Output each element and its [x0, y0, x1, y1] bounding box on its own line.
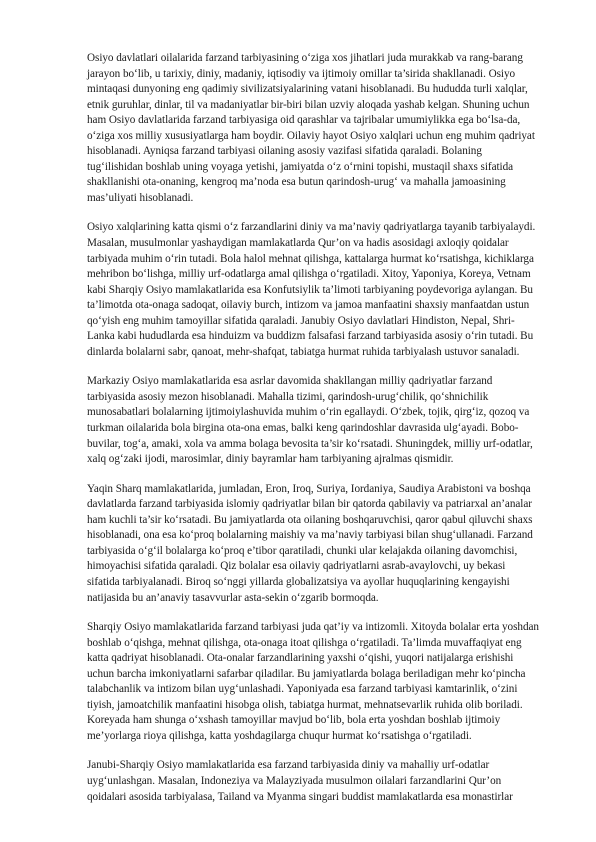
- paragraph-3: Markaziy Osiyo mamlakatlarida esa asrlar davomida shakllangan milliy qadriyatlar farzand tarbiyasida asosiy mezon hisoblanadi. Mahalla tizimi, qarindosh-urug‘chilik, qo‘shnichilik munosabatlari bolalarning ijtimoiylashuvida muhim o‘rin egallaydi. O‘zbek, tojik, qirg‘iz, qozoq va turkman oilalarida bola birgina ota-ona emas, balki keng qarindoshlar davrasida ulg‘ayadi. Bobo-buvilar, tog‘a, amaki, xola va amma bolaga bevosita ta’sir ko‘rsatadi. Shuningdek, milliy urf-odatlar, xalq og‘zaki ijodi, marosimlar, diniy bayramlar ham tarbiyaning ajralmas qismidir.: [87, 375, 533, 466]
- paragraph-2: Osiyo xalqlarining katta qismi o‘z farzandlarini diniy va ma’naviy qadriyatlarga tayanib tarbiyalaydi. Masalan, musulmonlar yashaydigan mamlakatlarda Qur’on va hadis asosidagi axloqiy qoidalar tarbiyada muhim o‘rin tutadi. Bola halol mehnat qilishga, kattalarga hurmat ko‘rsatishga, kichiklarga mehribon bo‘lishga, milliy urf-odatlarga amal qilishga o‘rgatiladi. Xitoy, Yaponiya, Koreya, Vetnam kabi Sharqiy Osiyo mamlakatlarida esa Konfutsiylik ta’limoti tarbiyaning poydevoriga aylangan. Bu ta’limotda ota-onaga sadoqat, oilaviy burch, intizom va jamoa manfaatini shaxsiy manfaatdan ustun qo‘yish eng muhim tamoyillar sifatida qaraladi. Janubiy Osiyo davlatlari Hindiston, Nepal, Shri-Lanka kabi hududlarda esa hinduizm va buddizm falsafasi farzand tarbiyasida asosiy o‘rin tutadi. Bu dinlarda bolalarni sabr, qanoat, mehr-shafqat, tabiatga hurmat ruhida tarbiyalash ustuvor sanaladi.: [87, 221, 536, 358]
- paragraph-4: Yaqin Sharq mamlakatlarida, jumladan, Eron, Iroq, Suriya, Iordaniya, Saudiya Arabistoni va boshqa davlatlarda farzand tarbiyasida islomiy qadriyatlar bilan bir qatorda qabilaviy va patriarxal an’analar ham kuchli ta’sir ko‘rsatadi. Bu jamiyatlarda ota oilaning boshqaruvchisi, qaror qabul qiluvchi shaxs hisoblanadi, ona esa ko‘proq bolalarning maishiy va ma’naviy tarbiyasi bilan shug‘ullanadi. Farzand tarbiyasida o‘g‘il bolalarga ko‘proq e’tibor qaratiladi, chunki ular kelajakda oilaning davomchisi, himoyachisi sifatida qaraladi. Qiz bolalar esa oilaviy qadriyatlarni asrab-avaylovchi, uy bekasi sifatida tarbiyalanadi. Biroq so‘nggi yillarda globalizatsiya va ayollar huquqlarining kengayishi natijasida bu an’anaviy tasavvurlar asta-sekin o‘zgarib bormoqda.: [87, 482, 533, 604]
- paragraph-5: Sharqiy Osiyo mamlakatlarida farzand tarbiyasi juda qat’iy va intizomli. Xitoyda bolalar erta yoshdan boshlab o‘qishga, mehnat qilishga, ota-onaga itoat qilishga o‘rgatiladi. Ta’limda muvaffaqiyat eng katta qadriyat hisoblanadi. Ota-onalar farzandlarining yaxshi o‘qishi, yuqori natijalarga erishishi uchun barcha imkoniyatlarni safarbar qiladilar. Bu jamiyatlarda bolaga beriladigan mehr ko‘pincha talabchanlik va intizom bilan uyg‘unlashadi. Yaponiyada esa farzand tarbiyasi kamtarinlik, o‘zini tiyish, jamoatchilik manfaatini hisobga olish, tabiatga hurmat, mehnatsevarlik ruhida olib boriladi. Koreyada ham shunga o‘xshash tamoyillar mavjud bo‘lib, bola erta yoshdan boshlab ijtimoiy me’yorlarga rioya qilishga, katta yoshdagilarga chuqur hurmat ko‘rsatishga o‘rgatiladi.: [87, 621, 539, 742]
- paragraph-1: Osiyo davlatlari oilalarida farzand tarbiyasining o‘ziga xos jihatlari juda murakkab va rang-barang jarayon bo‘lib, u tarixiy, diniy, madaniy, iqtisodiy va ijtimoiy omillar ta’sirida shakllanadi. Osiyo mintaqasi dunyoning eng qadimiy sivilizatsiyalarining vatani hisoblanadi. Bu hududda turli xalqlar, etnik guruhlar, dinlar, til va madaniyatlar bir-biri bilan uzviy aloqada yashab kelgan. Shuning uchun ham Osiyo davlatlarida farzand tarbiyasiga oid qarashlar va tajribalar umumiylikka ega bo‘lsa-da, o‘ziga xos milliy xususiyatlarga ham boydir. Oilaviy hayot Osiyo xalqlari uchun eng muhim qadriyat hisoblanadi. Ayniqsa farzand tarbiyasi oilaning asosiy vazifasi sifatida qaraladi. Bolaning tug‘ilishidan boshlab uning voyaga yetishi, jamiyatda o‘z o‘rnini topishi, mustaqil shaxs sifatida shakllanishi ota-onaning, kengroq ma’noda esa butun qarindosh-urug‘ va mahalla jamoasining mas’uliyati hisoblanadi.: [87, 52, 535, 204]
- paragraph-6: Janubi-Sharqiy Osiyo mamlakatlarida esa farzand tarbiyasida diniy va mahalliy urf-odatlar uyg‘unlashgan. Masalan, Indoneziya va Malayziyada musulmon oilalari farzandlarini Qur’on qoidalari asosida tarbiyalasa, Tailand va Myanma singari buddist mamlakatlarda esa monastirlar: [87, 759, 513, 803]
